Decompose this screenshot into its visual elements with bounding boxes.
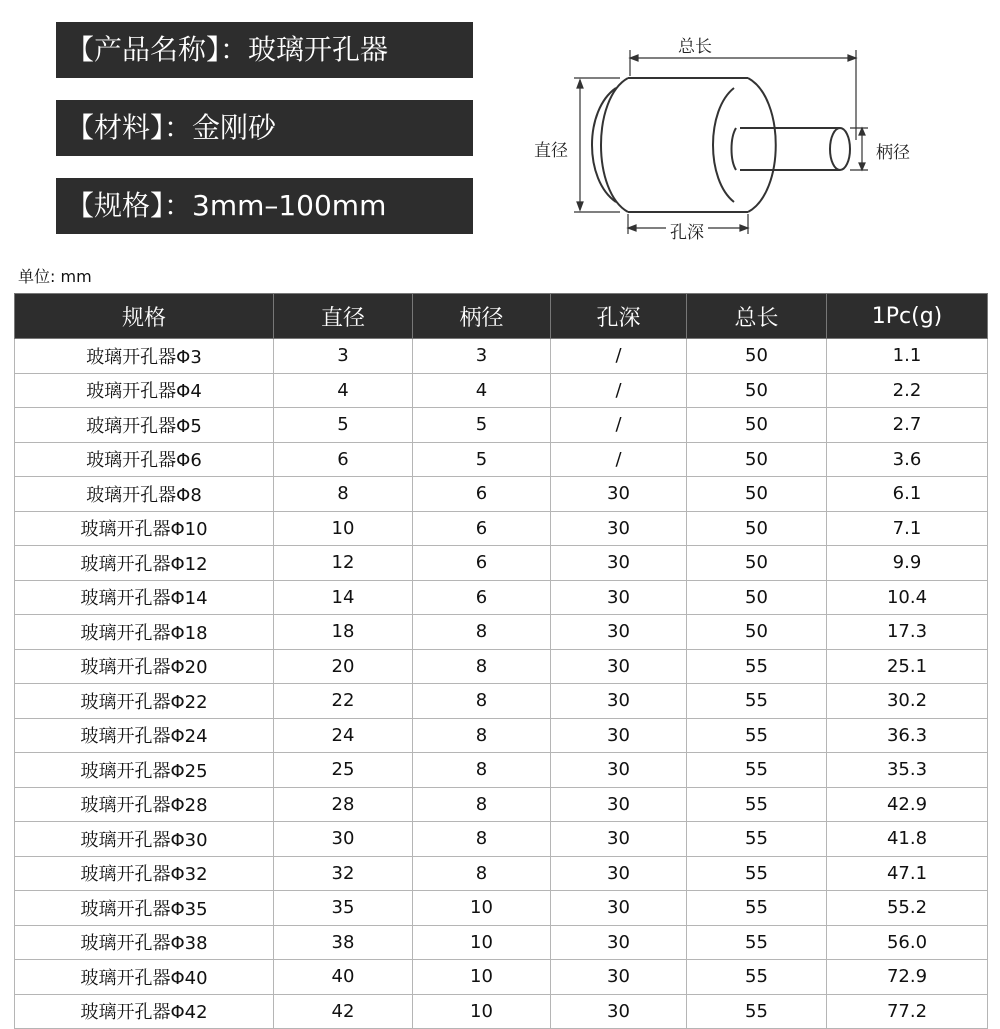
- spec-table-body: [15, 339, 988, 1029]
- weight-cell: 3.6: [827, 442, 988, 477]
- weight-cell: 9.9: [827, 546, 988, 581]
- material-bar: 【材料】：金刚砂: [56, 100, 473, 156]
- total-length-cell: 55: [687, 718, 827, 753]
- hole-depth-cell: /: [551, 408, 687, 443]
- header-shank-diameter: 柄径: [413, 294, 551, 339]
- weight-cell: 41.8: [827, 822, 988, 857]
- weight-cell: 47.1: [827, 856, 988, 891]
- header-diameter: 直径: [274, 294, 413, 339]
- total-length-cell: 50: [687, 615, 827, 650]
- hole-depth-cell: /: [551, 339, 687, 374]
- diameter-cell: 3: [274, 339, 413, 374]
- spec-cell: 玻璃开孔器Φ38: [15, 925, 274, 960]
- shank-diameter-cell: 8: [413, 787, 551, 822]
- hole-depth-cell: 30: [551, 718, 687, 753]
- shank-diameter-cell: 5: [413, 442, 551, 477]
- weight-cell: 17.3: [827, 615, 988, 650]
- diameter-cell: 4: [274, 373, 413, 408]
- hole-depth-cell: 30: [551, 960, 687, 995]
- weight-cell: 30.2: [827, 684, 988, 719]
- diameter-cell: 35: [274, 891, 413, 926]
- diameter-cell: 30: [274, 822, 413, 857]
- total-length-cell: 50: [687, 546, 827, 581]
- total-length-cell: 55: [687, 925, 827, 960]
- spec-cell: 玻璃开孔器Φ10: [15, 511, 274, 546]
- diameter-cell: 38: [274, 925, 413, 960]
- diameter-cell: 24: [274, 718, 413, 753]
- spec-cell: 玻璃开孔器Φ25: [15, 753, 274, 788]
- spec-cell: 玻璃开孔器Φ14: [15, 580, 274, 615]
- spec-cell: 玻璃开孔器Φ6: [15, 442, 274, 477]
- shank-diameter-cell: 10: [413, 925, 551, 960]
- shank-diameter-cell: 6: [413, 511, 551, 546]
- spec-cell: 玻璃开孔器Φ22: [15, 684, 274, 719]
- hole-depth-cell: 30: [551, 925, 687, 960]
- diameter-cell: 5: [274, 408, 413, 443]
- diameter-cell: 25: [274, 753, 413, 788]
- diameter-cell: 22: [274, 684, 413, 719]
- weight-cell: 35.3: [827, 753, 988, 788]
- diameter-cell: 20: [274, 649, 413, 684]
- diameter-cell: 14: [274, 580, 413, 615]
- hole-depth-cell: /: [551, 373, 687, 408]
- spec-cell: 玻璃开孔器Φ42: [15, 994, 274, 1029]
- total-length-cell: 55: [687, 649, 827, 684]
- hole-depth-cell: 30: [551, 546, 687, 581]
- total-length-cell: 55: [687, 753, 827, 788]
- product-name-bar: 【产品名称】：玻璃开孔器: [56, 22, 473, 78]
- total-length-cell: 55: [687, 856, 827, 891]
- table-row: [15, 477, 988, 512]
- total-length-cell: 50: [687, 339, 827, 374]
- shank-diameter-cell: 3: [413, 339, 551, 374]
- table-row: [15, 994, 988, 1029]
- diameter-cell: 28: [274, 787, 413, 822]
- spec-cell: 玻璃开孔器Φ5: [15, 408, 274, 443]
- weight-cell: 42.9: [827, 787, 988, 822]
- total-length-label: 总长: [674, 32, 716, 57]
- weight-cell: 36.3: [827, 718, 988, 753]
- total-length-cell: 55: [687, 994, 827, 1029]
- hole-depth-cell: 30: [551, 787, 687, 822]
- shank-diameter-cell: 6: [413, 580, 551, 615]
- spec-cell: 玻璃开孔器Φ28: [15, 787, 274, 822]
- table-row: [15, 925, 988, 960]
- diameter-label: 直径: [534, 141, 568, 161]
- spec-cell: 玻璃开孔器Φ8: [15, 477, 274, 512]
- diameter-cell: 12: [274, 546, 413, 581]
- table-row: [15, 649, 988, 684]
- diameter-cell: 32: [274, 856, 413, 891]
- table-row: [15, 753, 988, 788]
- weight-cell: 25.1: [827, 649, 988, 684]
- spec-cell: 玻璃开孔器Φ30: [15, 822, 274, 857]
- weight-cell: 55.2: [827, 891, 988, 926]
- shank-diameter-cell: 8: [413, 718, 551, 753]
- weight-cell: 6.1: [827, 477, 988, 512]
- header-spec: 规格: [15, 294, 274, 339]
- shank-diameter-cell: 8: [413, 684, 551, 719]
- diameter-cell: 40: [274, 960, 413, 995]
- diameter-cell: 18: [274, 615, 413, 650]
- spec-cell: 玻璃开孔器Φ40: [15, 960, 274, 995]
- total-length-cell: 50: [687, 408, 827, 443]
- spec-cell: 玻璃开孔器Φ35: [15, 891, 274, 926]
- total-length-cell: 55: [687, 822, 827, 857]
- header-hole-depth: 孔深: [551, 294, 687, 339]
- shank-diameter-cell: 8: [413, 822, 551, 857]
- drill-bit-drawing: [520, 20, 990, 250]
- table-row: [15, 580, 988, 615]
- hole-depth-cell: 30: [551, 511, 687, 546]
- diameter-cell: 42: [274, 994, 413, 1029]
- total-length-cell: 50: [687, 580, 827, 615]
- spec-cell: 玻璃开孔器Φ12: [15, 546, 274, 581]
- shank-diameter-cell: 10: [413, 960, 551, 995]
- hole-depth-cell: 30: [551, 684, 687, 719]
- hole-depth-cell: 30: [551, 891, 687, 926]
- hole-depth-cell: 30: [551, 856, 687, 891]
- spec-cell: 玻璃开孔器Φ18: [15, 615, 274, 650]
- shank-diameter-cell: 4: [413, 373, 551, 408]
- hole-depth-cell: 30: [551, 477, 687, 512]
- hole-depth-cell: 30: [551, 580, 687, 615]
- shank-diameter-cell: 8: [413, 753, 551, 788]
- shank-diameter-cell: 8: [413, 615, 551, 650]
- total-length-cell: 55: [687, 787, 827, 822]
- spec-range-bar: 【规格】：3mm–100mm: [56, 178, 473, 234]
- weight-cell: 77.2: [827, 994, 988, 1029]
- diameter-cell: 6: [274, 442, 413, 477]
- table-row: [15, 408, 988, 443]
- table-row: [15, 684, 988, 719]
- table-row: [15, 960, 988, 995]
- weight-cell: 7.1: [827, 511, 988, 546]
- shank-diameter-cell: 6: [413, 546, 551, 581]
- table-row: [15, 856, 988, 891]
- table-row: [15, 339, 988, 374]
- header-weight: 1Pc(g): [827, 294, 988, 339]
- total-length-cell: 55: [687, 960, 827, 995]
- drill-bit-diagram: [520, 20, 990, 250]
- hole-depth-label: 孔深: [666, 218, 708, 243]
- weight-cell: 2.2: [827, 373, 988, 408]
- shank-diameter-cell: 5: [413, 408, 551, 443]
- spec-table: [14, 293, 988, 1029]
- weight-cell: 2.7: [827, 408, 988, 443]
- spec-cell: 玻璃开孔器Φ20: [15, 649, 274, 684]
- spec-cell: 玻璃开孔器Φ3: [15, 339, 274, 374]
- table-row: [15, 822, 988, 857]
- table-row: [15, 891, 988, 926]
- spec-cell: 玻璃开孔器Φ32: [15, 856, 274, 891]
- total-length-cell: 50: [687, 511, 827, 546]
- table-row: [15, 373, 988, 408]
- total-length-cell: 50: [687, 477, 827, 512]
- hole-depth-cell: 30: [551, 822, 687, 857]
- weight-cell: 72.9: [827, 960, 988, 995]
- weight-cell: 56.0: [827, 925, 988, 960]
- table-row: [15, 442, 988, 477]
- spec-table-header: [15, 294, 988, 339]
- table-row: [15, 511, 988, 546]
- shank-diameter-label: 柄径: [876, 143, 910, 163]
- hole-depth-cell: 30: [551, 753, 687, 788]
- table-row: [15, 718, 988, 753]
- weight-cell: 1.1: [827, 339, 988, 374]
- hole-depth-cell: 30: [551, 994, 687, 1029]
- diameter-cell: 10: [274, 511, 413, 546]
- shank-diameter-cell: 6: [413, 477, 551, 512]
- spec-cell: 玻璃开孔器Φ24: [15, 718, 274, 753]
- hole-depth-cell: /: [551, 442, 687, 477]
- table-row: [15, 615, 988, 650]
- spec-cell: 玻璃开孔器Φ4: [15, 373, 274, 408]
- diameter-cell: 8: [274, 477, 413, 512]
- weight-cell: 10.4: [827, 580, 988, 615]
- header-total-length: 总长: [687, 294, 827, 339]
- unit-label: 单位: mm: [18, 267, 92, 286]
- total-length-cell: 50: [687, 442, 827, 477]
- shank-diameter-cell: 8: [413, 649, 551, 684]
- table-row: [15, 546, 988, 581]
- table-row: [15, 787, 988, 822]
- total-length-cell: 55: [687, 684, 827, 719]
- total-length-cell: 55: [687, 891, 827, 926]
- shank-diameter-cell: 10: [413, 891, 551, 926]
- hole-depth-cell: 30: [551, 615, 687, 650]
- hole-depth-cell: 30: [551, 649, 687, 684]
- total-length-cell: 50: [687, 373, 827, 408]
- shank-diameter-cell: 10: [413, 994, 551, 1029]
- shank-diameter-cell: 8: [413, 856, 551, 891]
